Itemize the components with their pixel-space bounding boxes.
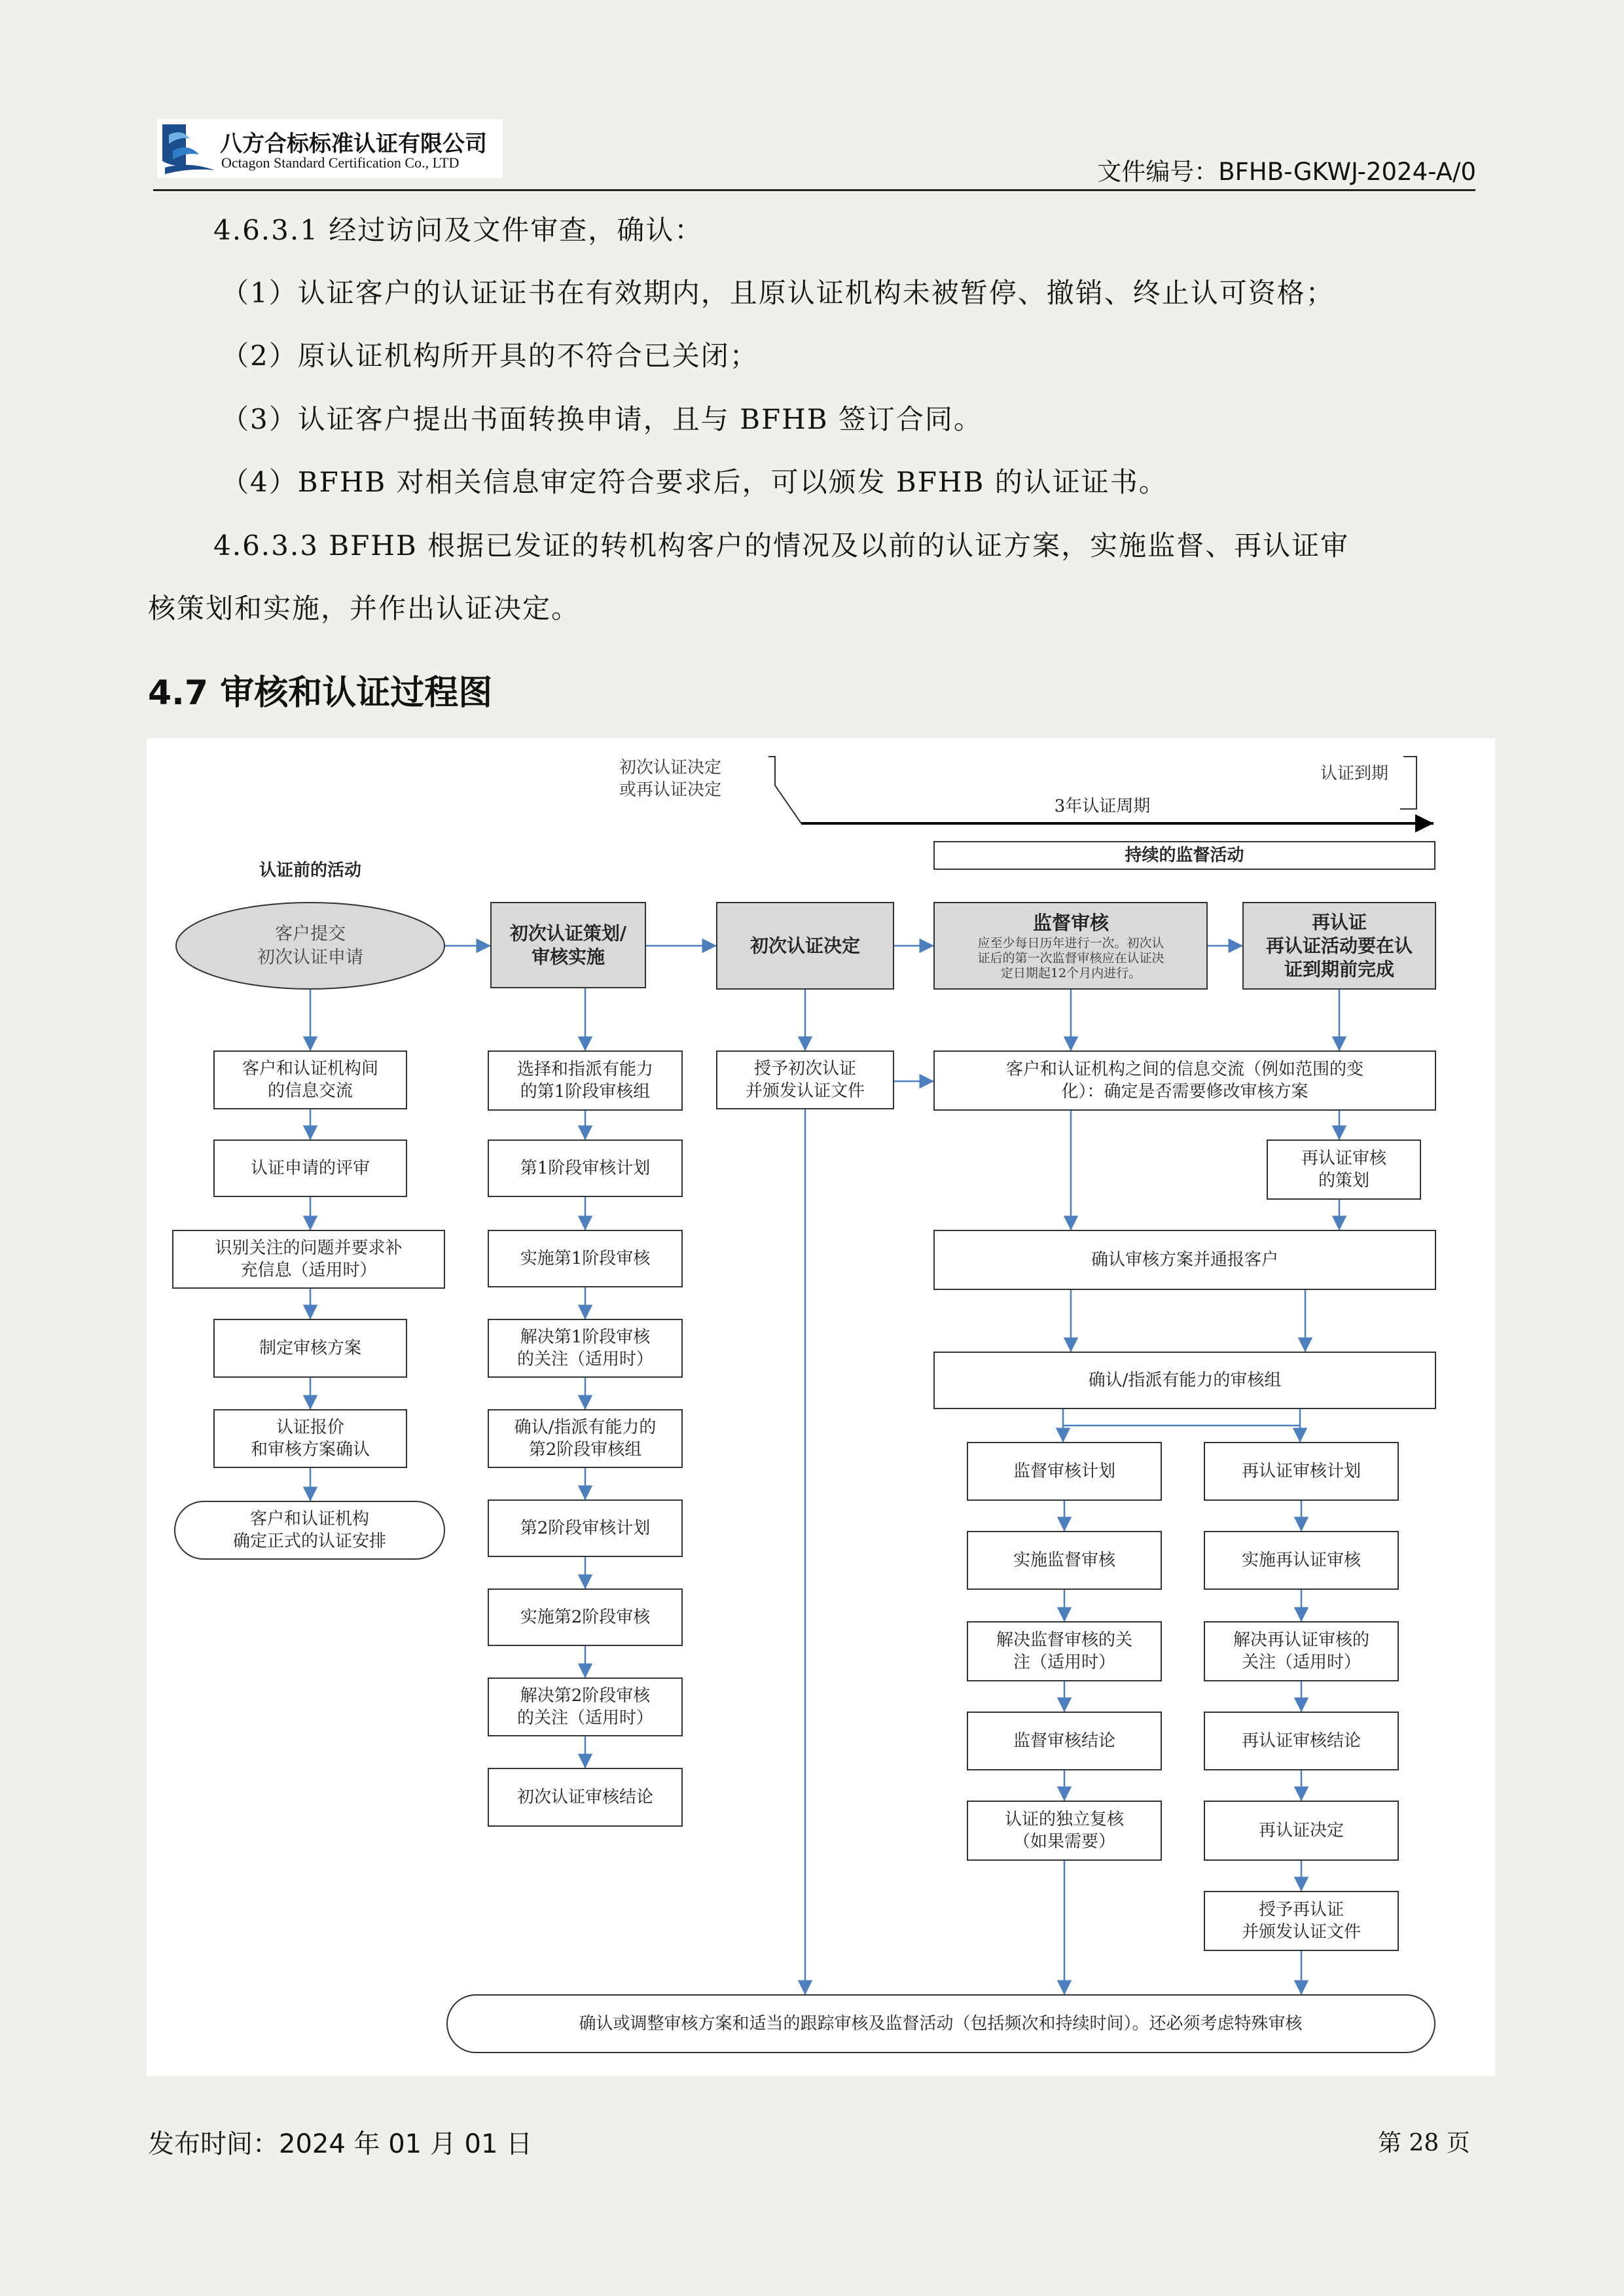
resolve-surveillance-concerns-text-line-2: 注（适用时）: [1013, 1653, 1116, 1672]
paragraph-item-1: （1）认证客户的认证证书在有效期内，且原认证机构未被暂停、撤销、终止认可资格；: [221, 277, 1335, 309]
company-name-cn: 八方合标标准认证有限公司: [220, 131, 487, 157]
resolve-stage1-concerns-text-line-2: 的关注（适用时）: [516, 1350, 654, 1369]
ongoing-surveillance-bar-text: 持续的监督活动: [1125, 846, 1244, 865]
timeline-end-bracket: [1400, 757, 1416, 809]
assign-stage2-team-text-line-2: 第2阶段审核组: [528, 1440, 642, 1460]
header-divider: [153, 189, 1475, 191]
company-name-en: Octagon Standard Certification Co., LTD: [221, 154, 460, 171]
info-exchange-ongoing-text-line-1: 客户和认证机构之间的信息交流（例如范围的变: [1005, 1060, 1364, 1079]
grant-initial-cert-text-line-2: 并颁发认证文件: [745, 1081, 865, 1101]
recertification-box-text-line-3: 证到期前完成: [1284, 958, 1395, 980]
quotation-confirmation-text-line-2: 和审核方案确认: [250, 1440, 370, 1460]
independent-review-text-line-2: （如果需要）: [1013, 1832, 1116, 1852]
recertification-box-text-line-2: 再认证活动要在认: [1265, 935, 1413, 957]
pre-certification-title: 认证前的活动: [259, 861, 362, 880]
info-exchange-pre-text-line-2: 的信息交流: [267, 1081, 353, 1101]
timeline-end-label: 认证到期: [1320, 764, 1389, 783]
logo-mark-icon: [160, 122, 216, 175]
surveillance-audit-note-line-3: 定日期起12个月内进行。: [1000, 966, 1142, 980]
initial-planning-box-text-line-1: 初次认证策划/: [509, 922, 627, 944]
recert-planning-text-line-1: 再认证审核: [1301, 1149, 1387, 1168]
timeline-start-label-line-1: 初次认证决定: [619, 758, 722, 778]
formal-arrangement-text-line-1: 客户和认证机构: [249, 1509, 370, 1529]
recert-audit-plan-text: 再认证审核计划: [1241, 1462, 1362, 1481]
section-title: 4.7 审核和认证过程图: [148, 673, 493, 713]
confirm-audit-team-text: 确认/指派有能力的审核组: [1088, 1371, 1282, 1390]
page-number: 第 28 页: [1378, 2130, 1470, 2157]
identify-concerns-text-line-2: 充信息（适用时）: [240, 1261, 377, 1280]
paragraph-4-6-3-1: 4.6.3.1 经过访问及文件审查，确认：: [213, 214, 704, 246]
publish-date: 发布时间：2024 年 01 月 01 日: [148, 2129, 533, 2159]
conduct-stage2-audit-text: 实施第2阶段审核: [520, 1607, 651, 1627]
resolve-stage2-concerns-text-line-1: 解决第2阶段审核: [520, 1686, 651, 1706]
timeline-start-label-line-2: 或再认证决定: [619, 780, 722, 800]
certification-period-label: 3年认证周期: [1054, 797, 1151, 816]
recertification-box-text-line-1: 再认证: [1311, 911, 1367, 933]
resolve-stage2-concerns-text-line-2: 的关注（适用时）: [516, 1708, 654, 1728]
conduct-surveillance-audit-text: 实施监督审核: [1013, 1551, 1116, 1570]
application-review-text: 认证申请的评审: [250, 1158, 370, 1178]
select-stage1-team-text-line-1: 选择和指派有能力: [516, 1060, 654, 1079]
paragraph-4-6-3-3: 4.6.3.3 BFHB 根据已发证的转机构客户的情况及以前的认证方案，实施监督、再认证审: [213, 529, 1350, 562]
prepare-audit-program-text: 制定审核方案: [259, 1338, 362, 1358]
paragraph-item-4: （4）BFHB 对相关信息审定符合要求后，可以颁发 BFHB 的认证证书。: [221, 466, 1168, 498]
resolve-surveillance-concerns-text-line-1: 解决监督审核的关: [996, 1630, 1133, 1650]
document-number: 文件编号：BFHB-GKWJ-2024-A/0: [1097, 158, 1476, 186]
grant-recert-text-line-1: 授予再认证: [1258, 1900, 1344, 1920]
grant-recert-text-line-2: 并颁发认证文件: [1241, 1922, 1362, 1942]
paragraph-4-6-3-3-cont: 核策划和实施，并作出认证决定。: [148, 592, 581, 624]
stage1-audit-plan-text: 第1阶段审核计划: [520, 1158, 651, 1178]
select-stage1-team-text-line-2: 的第1阶段审核组: [520, 1082, 651, 1102]
adjust-audit-program-text: 确认或调整审核方案和适当的跟踪审核及监督活动（包括频次和持续时间）。还必须考虑特殊审核: [579, 2014, 1303, 2034]
company-logo: [157, 119, 503, 178]
client-application-text-line-1: 客户提交: [275, 924, 346, 944]
surveillance-conclusion-text: 监督审核结论: [1013, 1731, 1116, 1751]
confirm-audit-program-text: 确认审核方案并通报客户: [1091, 1250, 1279, 1270]
initial-planning-box: [491, 903, 645, 988]
recert-conclusion-text: 再认证审核结论: [1241, 1731, 1362, 1751]
recert-decision-text: 再认证决定: [1258, 1821, 1344, 1840]
paragraph-item-3: （3）认证客户提出书面转换申请，且与 BFHB 签订合同。: [221, 403, 983, 435]
initial-audit-conclusion-text: 初次认证审核结论: [516, 1787, 654, 1807]
resolve-stage1-concerns-text-line-1: 解决第1阶段审核: [520, 1327, 651, 1347]
timeline-start-bracket: [768, 757, 801, 823]
formal-arrangement-text-line-2: 确定正式的认证安排: [232, 1532, 387, 1551]
surveillance-audit-title: 监督审核: [1032, 912, 1110, 934]
info-exchange-pre-text-line-1: 客户和认证机构间: [242, 1059, 379, 1079]
identify-concerns-text-line-1: 识别关注的问题并要求补: [215, 1238, 403, 1258]
resolve-recert-concerns-text-line-1: 解决再认证审核的: [1233, 1630, 1370, 1650]
surveillance-audit-note-line-1: 应至少每日历年进行一次。初次认: [977, 936, 1164, 950]
initial-decision-box-text: 初次认证决定: [749, 935, 861, 957]
stage2-audit-plan-text: 第2阶段审核计划: [520, 1518, 651, 1538]
client-application-text-line-2: 初次认证申请: [257, 947, 363, 968]
grant-initial-cert-text-line-1: 授予初次认证: [753, 1059, 857, 1079]
process-flow-diagram: [147, 738, 1495, 2076]
surveillance-audit-note-line-2: 证后的第一次监督审核应在认证决: [977, 951, 1164, 965]
surveillance-audit-plan-text: 监督审核计划: [1013, 1462, 1116, 1481]
quotation-confirmation-text-line-1: 认证报价: [276, 1418, 345, 1437]
info-exchange-ongoing-text-line-2: 化）：确定是否需要修改审核方案: [1061, 1082, 1308, 1102]
flow-chart: [147, 738, 1495, 2076]
recert-planning-text-line-2: 的策划: [1318, 1171, 1370, 1191]
resolve-recert-concerns-text-line-2: 关注（适用时）: [1241, 1653, 1362, 1672]
conduct-recert-audit-text: 实施再认证审核: [1241, 1551, 1362, 1570]
initial-planning-box-text-line-2: 审核实施: [531, 946, 605, 968]
independent-review-text-line-1: 认证的独立复核: [1004, 1810, 1125, 1829]
conduct-stage1-audit-text: 实施第1阶段审核: [520, 1249, 651, 1268]
client-application-node: [176, 903, 444, 989]
paragraph-item-2: （2）原认证机构所开具的不符合已关闭；: [221, 340, 759, 372]
assign-stage2-team-text-line-1: 确认/指派有能力的: [514, 1418, 657, 1437]
